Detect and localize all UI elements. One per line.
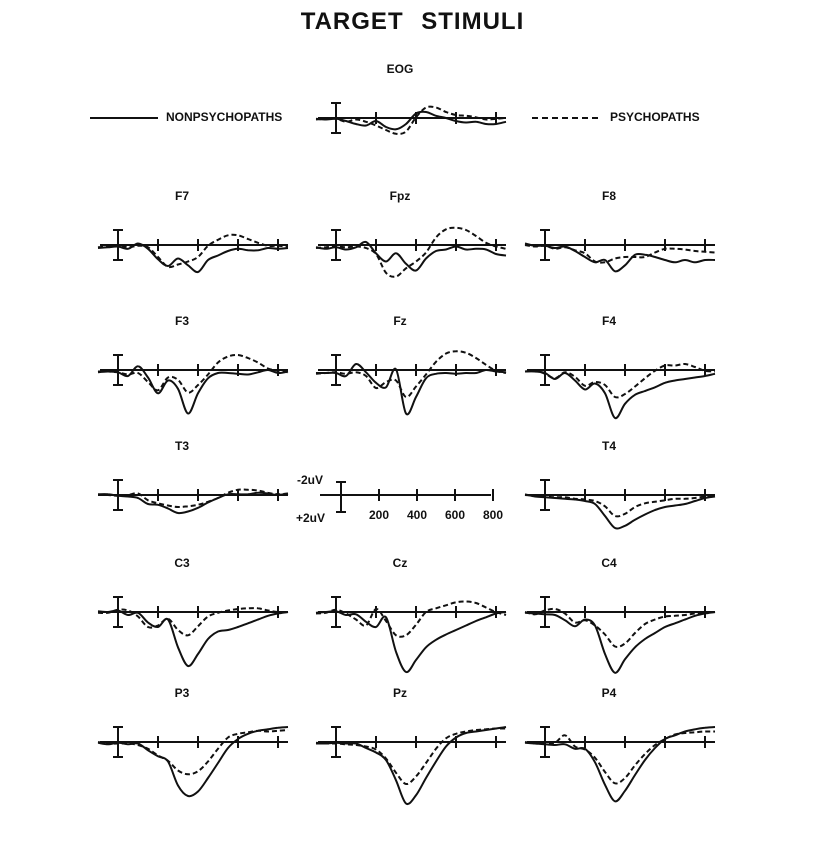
- panel-t4: [525, 439, 715, 529]
- panel-c4: [525, 556, 715, 673]
- panel-f7: [98, 189, 288, 272]
- channel-label: F8: [601, 189, 617, 203]
- scale-key-top-label: -2uV: [297, 473, 324, 487]
- nonpsychopaths-waveform: [525, 727, 715, 801]
- nonpsychopaths-waveform: [316, 727, 506, 804]
- channel-label: Fz: [393, 314, 407, 328]
- nonpsychopaths-waveform: [316, 611, 506, 672]
- panel-p4: [525, 686, 715, 801]
- panel-fz: [316, 314, 506, 414]
- channel-label: P3: [174, 686, 190, 700]
- channel-label: Pz: [392, 686, 408, 700]
- psychopaths-waveform: [316, 351, 506, 397]
- nonpsychopaths-waveform: [98, 727, 288, 796]
- scale-key-tick-label: 600: [444, 508, 466, 522]
- erp-panels: [98, 62, 715, 804]
- nonpsychopaths-waveform: [316, 364, 506, 414]
- psychopaths-waveform: [98, 355, 288, 393]
- channel-label: P4: [601, 686, 617, 700]
- scale-key-tick-label: 800: [482, 508, 504, 522]
- channel-label: EOG: [386, 62, 414, 76]
- panel-t3: [98, 439, 288, 513]
- panel-f3: [98, 314, 288, 414]
- panel-f8: [525, 189, 715, 271]
- panel-pz: [316, 686, 506, 804]
- psychopaths-waveform: [316, 728, 506, 784]
- psychopaths-waveform: [316, 601, 506, 636]
- panel-c3: [98, 556, 288, 666]
- nonpsychopaths-waveform: [525, 371, 715, 418]
- page-title: TARGET STIMULI: [300, 8, 525, 35]
- channel-label: C3: [174, 556, 190, 570]
- scale-key: [296, 473, 503, 525]
- channel-label: F7: [174, 189, 190, 203]
- nonpsychopaths-waveform: [316, 242, 506, 271]
- nonpsychopaths-waveform: [525, 612, 715, 673]
- channel-label: T4: [601, 439, 617, 453]
- channel-label: Fpz: [389, 189, 411, 203]
- channel-label: T3: [174, 439, 190, 453]
- scale-key-tick-label: 400: [406, 508, 428, 522]
- psychopaths-waveform: [525, 364, 715, 397]
- legend-label-psychopaths: PSYCHOPATHS: [610, 110, 700, 124]
- nonpsychopaths-waveform: [98, 610, 288, 666]
- channel-label: F3: [174, 314, 190, 328]
- panel-fpz: [316, 189, 506, 277]
- psychopaths-waveform: [525, 731, 715, 783]
- scale-key-bottom-label: +2uV: [296, 511, 326, 525]
- panel-f4: [525, 314, 715, 418]
- channel-label: C4: [601, 556, 617, 570]
- legend-label-nonpsychopaths: NONPSYCHOPATHS: [166, 110, 283, 124]
- panel-cz: [316, 556, 506, 672]
- channel-label: Cz: [392, 556, 408, 570]
- psychopaths-waveform: [98, 730, 288, 774]
- panel-eog: [316, 62, 506, 134]
- panel-p3: [98, 686, 288, 796]
- scale-key-tick-label: 200: [368, 508, 390, 522]
- channel-label: F4: [601, 314, 617, 328]
